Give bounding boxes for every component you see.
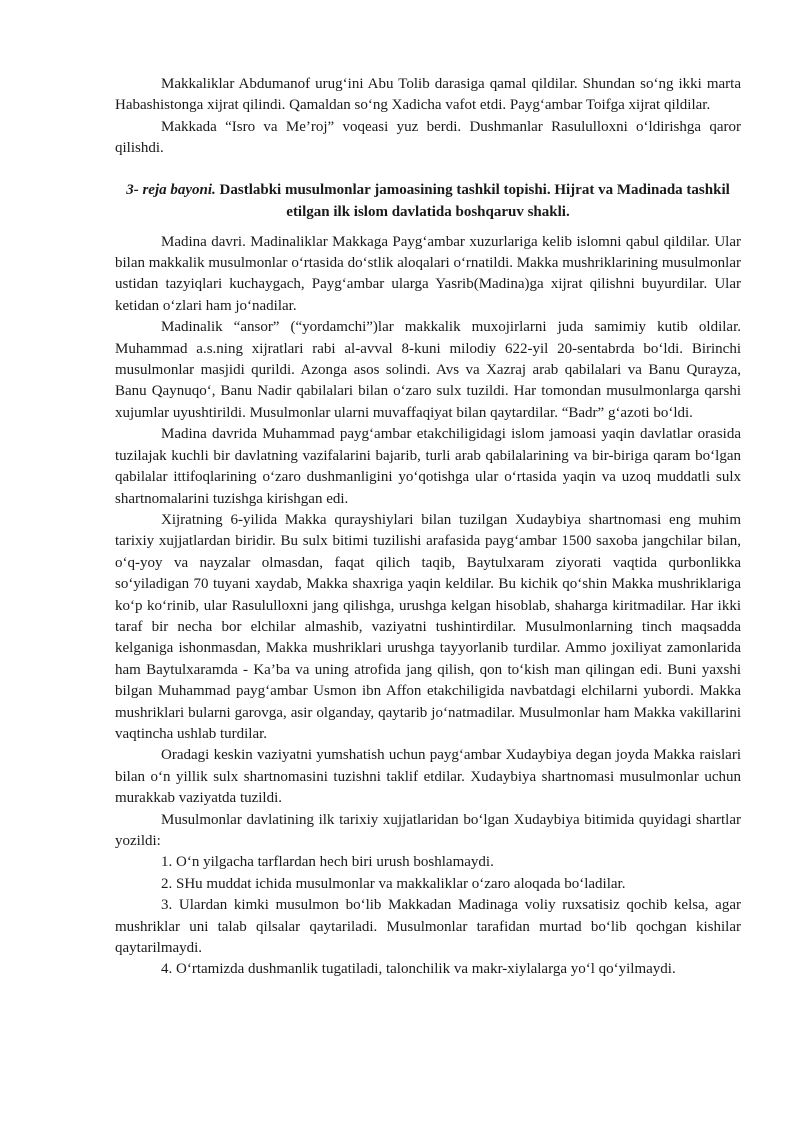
- body-paragraph-2: Madinalik “ansor” (“yordamchi”)lar makkalik muxojirlarni juda samimiy kutib oldilar. Muhammad a.s.ning xijratlari rabi al-avval 8-kuni milodiy 622-yil 20-sentabrda bo‘ldi. Birinchi musulmonlar masjidi qurildi. Azonga asos solindi. Avs va Xazraj arab qabilalari va Banu Qurayza, Banu Qaynuqo‘, Banu Nadir qabilalari bilan o‘zaro sulx tuzildi. Har tomondan musulmonlarga qarshi xujumlar uyushtirildi. Musulmonlar ularni muvaffaqiyat bilan qaytardilar. “Badr” g‘azoti bo‘ldi.: [115, 319, 741, 421]
- list-item-2: 2. SHu muddat ichida musulmonlar va makkaliklar o‘zaro aloqada bo‘ladilar.: [161, 875, 626, 892]
- list-item-1: 1. O‘n yilgacha tarflardan hech biri urush boshlamaydi.: [161, 854, 494, 871]
- body-paragraph-5: Oradagi keskin vaziyatni yumshatish uchun payg‘ambar Xudaybiya degan joyda Makka raislari bilan o‘n yillik sulx shartnomasini tuzishni taklif etdilar. Xudaybiya shartnomasi musulmonlar uchun murakkab vaziyatda tuzildi.: [115, 747, 741, 807]
- body-paragraph-3: Madina davrida Muhammad payg‘ambar etakchiligidagi islom jamoasi yaqin davlatlar orasida tuzilajak kuchli bir davlatning vazifalarini bajarib, turli arab qabilalarining va bir-biriga qaram bo‘lgan qabilalar ittifoqlarining o‘zaro dushmanligini yo‘qotishga ular o‘rtasida yaqin va uzoq muddatli sulx shartnomalarini tuzishga kirishgan edi.: [115, 426, 741, 507]
- section-heading-lead: 3- reja bayoni.: [126, 181, 216, 198]
- body-paragraph-4: Xijratning 6-yilida Makka qurayshiylari bilan tuzilgan Xudaybiya shartnomasi eng muhim tarixiy xujjatlardan biridir. Bu sulx bitimi tuzilishi arafasida payg‘ambar 1500 saxoba jangchilar bilan, o‘q-yoy va nayzalar olmasdan, faqat qilich taqib, Baytulxaram ziyorati vaqtida qurbonlikka so‘yiladigan 70 tuyani xaydab, Makka shaxriga yaqin keldilar. Bu kichik qo‘shin Makka mushriklariga ko‘p ko‘rinib, ular Rasululloxni jang qilishga, urushga kelgan hisoblab, shaharga kiritmadilar. Har ikki taraf bir necha bor elchilar almashib, vaziyatni tushintirdilar. Musulmonlarning tinch maqsadda kelganiga ishonmasdan, Makka mushriklari urushga tayyorlanib turdilar. Ammo joxiliyat zamonlarida ham Baytulxaramda - Ka’ba va uning atrofida jang qilish, qon to‘kish man qilingan edi. Buni yaxshi bilgan Muhammad payg‘ambar Usmon ibn Affon etakchiligida navbatdagi elchilarni yubordi. Makka mushriklari bularni garovga, asir olganday, qaytarib jo‘natmadilar. Musulmonlar ham Makka vakillarini vaqtincha ushlab turdilar.: [115, 511, 741, 742]
- intro-paragraph-2: Makkada “Isro va Me’roj” voqeasi yuz berdi. Dushmanlar Rasululloxni o‘ldirishga qaror qilishdi.: [115, 118, 741, 157]
- list-item-3: 3. Ulardan kimki musulmon bo‘lib Makkadan Madinaga voliy ruxsatisiz qochib kelsa, agar mushriklar uni talab qilsalar qaytariladi. Musulmonlar tarafidan murtad bo‘lib qochgan kishilar qaytarilmaydi.: [115, 897, 741, 957]
- section-heading-text: Dastlabki musulmonlar jamoasining tashkil topishi. Hijrat va Madinada tashkil etilgan ilk islom davlatida boshqaruv shakli.: [215, 181, 730, 220]
- section-heading: [115, 179, 741, 223]
- body-paragraph-6: Musulmonlar davlatining ilk tarixiy xujjatlaridan bo‘lgan Xudaybiya bitimida quyidagi shartlar yozildi:: [115, 811, 741, 849]
- intro-paragraph-1: Makkaliklar Abdumanof urug‘ini Abu Tolib darasiga qamal qildilar. Shundan so‘ng ikki marta Habashistonga xijrat qilindi. Qamaldan so‘ng Xadicha vafot etdi. Payg‘ambar Toifga xijrat qildilar.: [115, 76, 741, 114]
- list-item-4: 4. O‘rtamizda dushmanlik tugatiladi, talonchilik va makr-xiylalarga yo‘l qo‘yilmaydi.: [161, 961, 676, 978]
- body-paragraph-1: Madina davri. Madinaliklar Makkaga Payg‘ambar xuzurlariga kelib islomni qabul qildilar. Ular bilan makkalik musulmonlar o‘rtasida do‘stlik aloqalari o‘rnatildi. Makka mushriklarining musulmonlar ustidan tazyiqlari kuchaygach, Payg‘ambar ularga Yasrib(Madina)ga xijrat qilishni buyurdilar. Ular ketidan o‘zlari ham jo‘nadilar.: [115, 233, 741, 314]
- document-page: [115, 74, 741, 981]
